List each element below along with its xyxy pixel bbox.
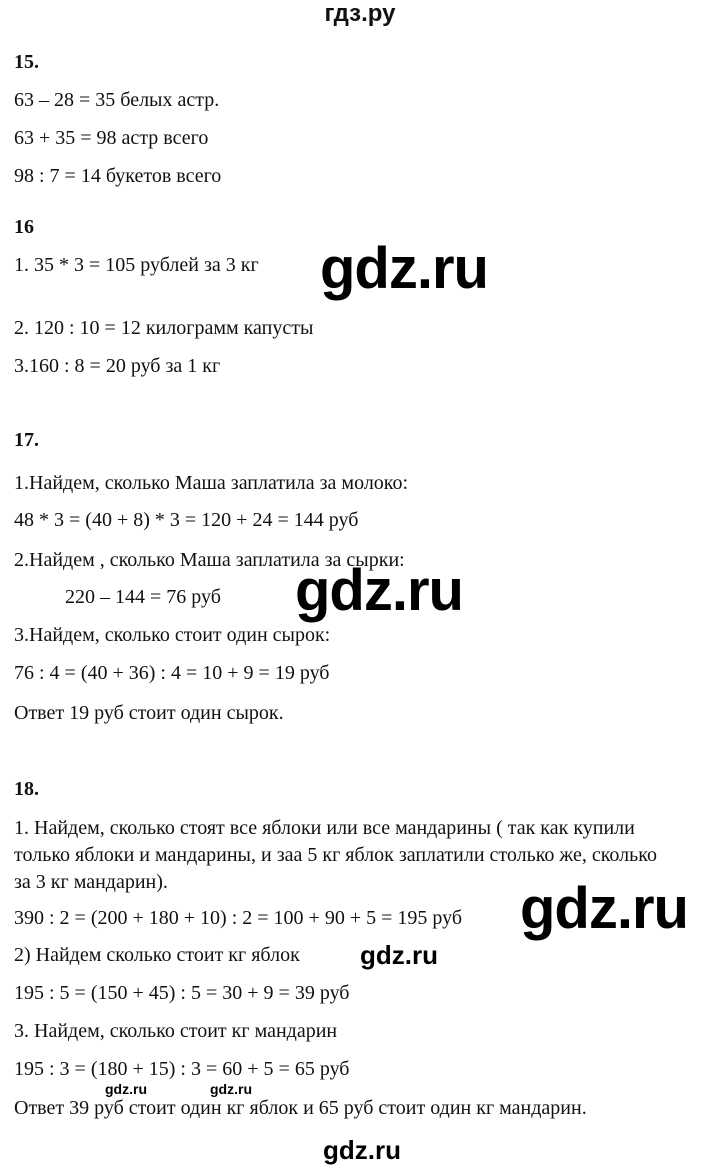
text-line: 3.Найдем, сколько стоит один сырок: bbox=[14, 624, 331, 646]
text-line: 2.Найдем , сколько Маша заплатила за сырки: bbox=[14, 549, 405, 571]
watermark: gdz.ru bbox=[295, 558, 463, 623]
text-line: 1. Найдем, сколько стоят все яблоки или все мандарины ( так как купили bbox=[14, 817, 635, 839]
site-header: гдз.ру bbox=[324, 0, 396, 27]
text-line: только яблоки и мандарины, и заа 5 кг яблок заплатили столько же, сколько bbox=[14, 844, 657, 866]
task-number: 17. bbox=[14, 429, 39, 451]
text-line: 3. Найдем, сколько стоит кг мандарин bbox=[14, 1020, 338, 1042]
text-line: 98 : 7 = 14 букетов всего bbox=[14, 165, 222, 187]
text-line: Ответ 19 руб стоит один сырок. bbox=[14, 702, 284, 724]
text-line: 2) Найдем сколько стоит кг яблок bbox=[14, 944, 300, 966]
text-line: 195 : 3 = (180 + 15) : 3 = 60 + 5 = 65 руб bbox=[14, 1058, 350, 1080]
text-line: 3.160 : 8 = 20 руб за 1 кг bbox=[14, 355, 221, 377]
watermark: gdz.ru bbox=[360, 940, 438, 970]
text-line: за 3 кг мандарин). bbox=[14, 871, 168, 893]
text-line: 195 : 5 = (150 + 45) : 5 = 30 + 9 = 39 руб bbox=[14, 982, 350, 1004]
watermark: gdz.ru bbox=[320, 236, 488, 301]
text-line: 2. 120 : 10 = 12 килограмм капусты bbox=[14, 317, 314, 339]
watermark: gdz.ru bbox=[105, 1081, 147, 1097]
text-line: 390 : 2 = (200 + 180 + 10) : 2 = 100 + 90 + 5 = 195 руб bbox=[14, 907, 463, 929]
task-number: 16 bbox=[14, 216, 34, 238]
watermark: gdz.ru bbox=[323, 1135, 401, 1165]
task-number: 15. bbox=[14, 51, 39, 73]
text-line: 63 – 28 = 35 белых астр. bbox=[14, 89, 220, 111]
text-line: 48 * 3 = (40 + 8) * 3 = 120 + 24 = 144 руб bbox=[14, 509, 359, 531]
text-line: 1. 35 * 3 = 105 рублей за 3 кг bbox=[14, 254, 259, 276]
task-number: 18. bbox=[14, 778, 39, 800]
watermark: gdz.ru bbox=[210, 1081, 252, 1097]
text-line: 220 – 144 = 76 руб bbox=[65, 586, 221, 608]
text-line: 1.Найдем, сколько Маша заплатила за молоко: bbox=[14, 472, 409, 494]
watermark: gdz.ru bbox=[520, 876, 688, 941]
text-line: 63 + 35 = 98 астр всего bbox=[14, 127, 209, 149]
text-line: 76 : 4 = (40 + 36) : 4 = 10 + 9 = 19 руб bbox=[14, 662, 330, 684]
text-line: Ответ 39 руб стоит один кг яблок и 65 руб стоит один кг мандарин. bbox=[14, 1097, 587, 1119]
